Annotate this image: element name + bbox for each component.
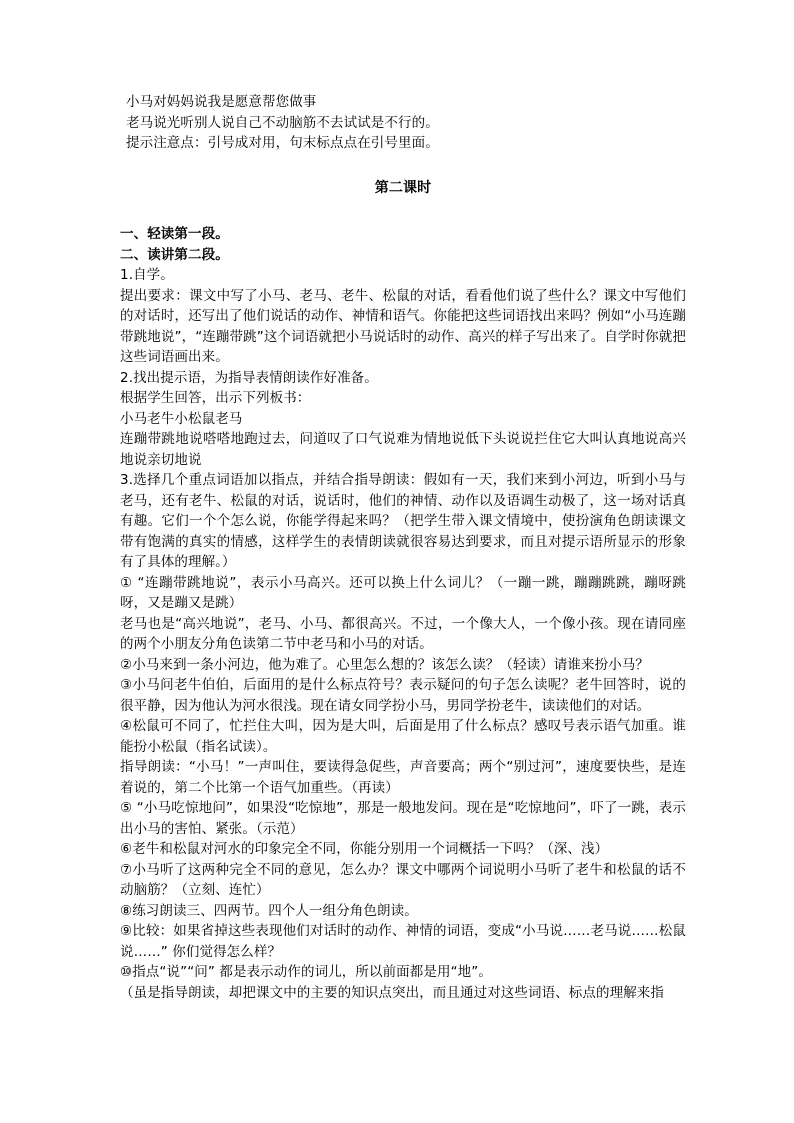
heading-1: 一、轻读第一段。: [120, 226, 229, 242]
paragraph: 根据学生回答，出示下列板书：: [120, 390, 311, 406]
paragraph: 2.找出提示语，为指导表情朗读作好准备。: [120, 369, 378, 386]
paragraph: ④松鼠可不同了，忙拦住大叫，因为是大叫，后面是用了什么标点？感叹号表示语气加重。谁能扮小松鼠（指名试读）。: [120, 718, 686, 755]
paragraph: ① “连蹦带跳地说”，表示小马高兴。还可以换上什么词儿？（一蹦一跳，蹦蹦跳跳，蹦呀跳呀，又是蹦又是跳）: [120, 574, 686, 611]
paragraph: ⑦小马听了这两种完全不同的意见，怎么办？课文中哪两个词说明小马听了老牛和松鼠的话不动脑筋？（立刻、连忙）: [120, 861, 686, 898]
paragraph: ⑥老牛和松鼠对河水的印象完全不同，你能分别用一个词概括一下吗？（深、浅）: [120, 841, 609, 857]
paragraph: 连蹦带跳地说嗒嗒地跑过去，问道叹了口气说难为情地说低下头说说拦住它大叫认真地说高兴地说亲切地说: [120, 431, 686, 468]
top-line-3: 提示注意点：引号成对用，句末标点点在引号里面。: [126, 135, 439, 151]
document-page: [120, 92, 686, 1003]
paragraph: ⑩指点“说”“问” 都是表示动作的词儿，所以前面都是用“地”。: [120, 964, 492, 980]
paragraph: 提出要求：课文中写了小马、老马、老牛、松鼠的对话，看看他们说了些什么？课文中写他们的对话时，还写出了他们说话的动作、神情和语气。你能把这些词语找出来吗？例如“小马连蹦带跳地说”，“连蹦带跳”这个词语就把小马说话时的动作、高兴的样子写出来了。自学时你就把这些词语画出来。: [120, 287, 686, 365]
top-line-2: 老马说光听别人说自己不动脑筋不去试试是不行的。: [126, 114, 439, 131]
section-title: 第二课时: [374, 179, 432, 196]
paragraph: 1.自学。: [120, 267, 174, 283]
paragraph: 3.选择几个重点词语加以指点，并结合指导朗读：假如有一天，我们来到小河边，听到小马与老马，还有老牛、松鼠的对话，说话时，他们的神情、动作以及语调生动极了，这一场对话真有趣。它们一个个怎么说，你能学得起来吗？（把学生带入课文情境中，使扮演角色朗读课文带有饱满的真实的情感，这样学生的表情朗读就很容易达到要求，而且对提示语所显示的形象有了具体的理解。）: [120, 472, 686, 570]
paragraph: ⑧练习朗读三、四两节。四个人一组分角色朗读。: [120, 902, 418, 919]
paragraph: ③小马问老牛伯伯，后面用的是什么标点符号？表示疑问的句子怎么读呢？老牛回答时，说的很平静，因为他认为河水很浅。现在请女同学扮小马，男同学扮老牛，读读他们的对话。: [120, 677, 686, 714]
paragraph: ⑨比较：如果省掉这些表现他们对话时的动作、神情的词语，变成“小马说……老马说……松鼠说……” 你们觉得怎么样？: [120, 923, 686, 960]
top-line-1: 小马对妈妈说我是愿意帮您做事: [126, 94, 317, 110]
heading-2: 二、读讲第二段。: [120, 246, 229, 263]
paragraph: ⑤ “小马吃惊地问”，如果没“吃惊地”，那是一般地发问。现在是“吃惊地问”，吓了一跳，表示出小马的害怕、紧张。（示范）: [120, 800, 686, 837]
paragraph: ②小马来到一条小河边，他为难了。心里怎么想的？该怎么读？（轻读）请谁来扮小马？: [120, 656, 650, 673]
paragraph: 老马也是“高兴地说”，老马、小马、都很高兴。不过，一个像大人，一个像小孩。现在请同座的两个小朋友分角色读第二节中老马和小马的对话。: [120, 615, 686, 652]
paragraph: 小马老牛小松鼠老马: [120, 410, 243, 427]
paragraph: （虽是指导朗读，却把课文中的主要的知识点突出，而且通过对这些词语、标点的理解来指: [120, 984, 664, 1001]
paragraph: 指导朗读：“小马！”一声叫住，要读得急促些，声音要高；两个“别过河”，速度要快些，是连着说的，第二个比第一个语气加重些。（再读）: [120, 759, 686, 796]
